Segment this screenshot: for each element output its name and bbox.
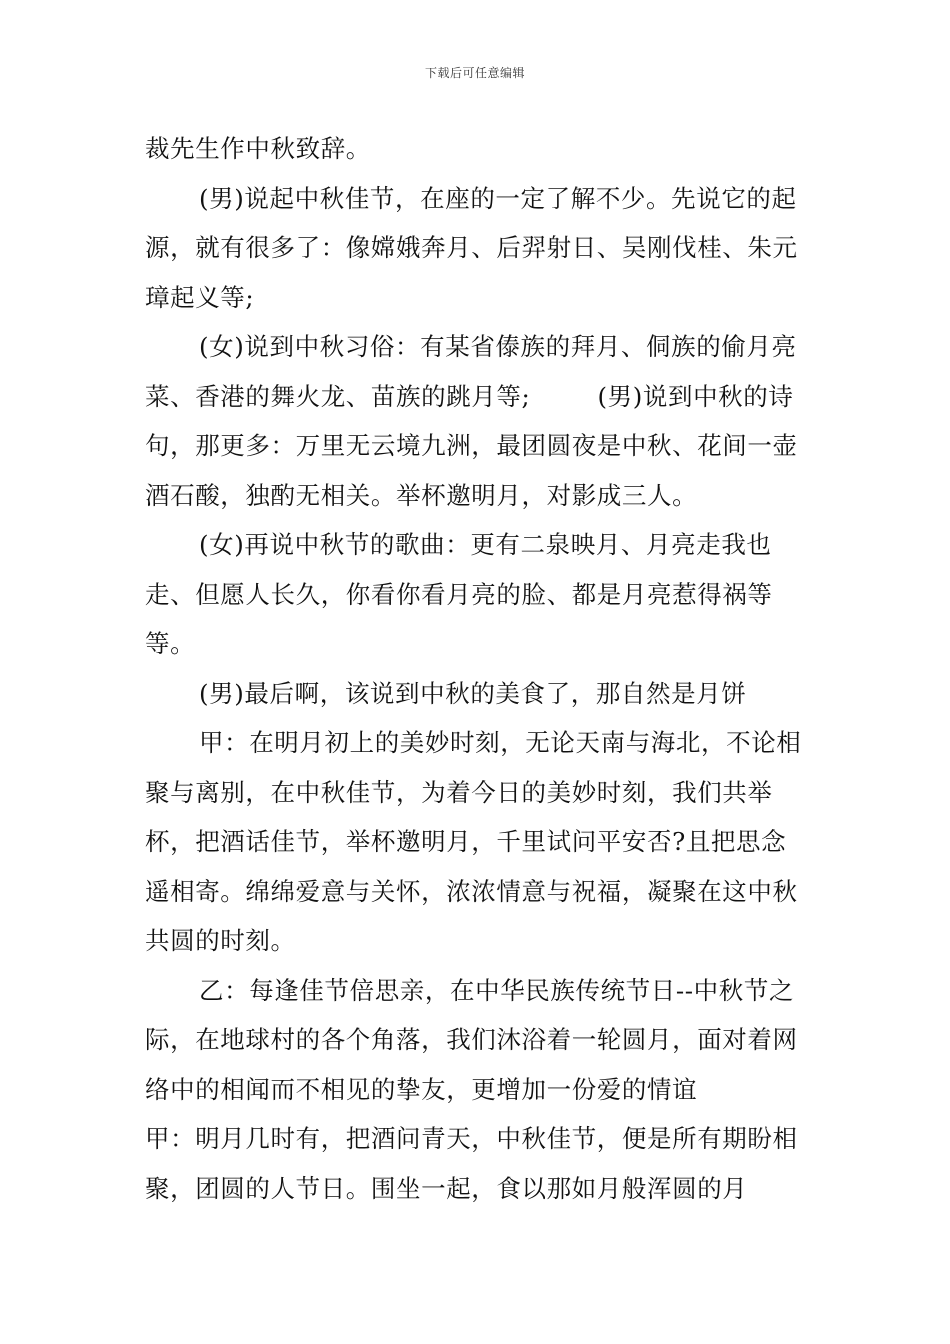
paragraph-5: (男)最后啊，该说到中秋的美食了，那自然是月饼 — [199, 678, 747, 708]
paragraph-7: 乙：每逢佳节倍思亲，在中华民族传统节日--中秋节之际，在地球村的各个角落，我们沐浴着一轮圆月，面对着网络中的相闻而不相见的挚友，更增加一份爱的情谊 — [145, 975, 798, 1104]
paragraph-4: (女)再说中秋节的歌曲：更有二泉映月、月亮走我也走、但愿人长久，你看你看月亮的脸、都是月亮惹得祸等等。 — [145, 530, 773, 658]
paragraph-3: (女)说到中秋习俗：有某省傣族的拜月、侗族的偷月亮菜、香港的舞火龙、苗族的跳月等; (男)说到中秋的诗句，那更多：万里无云境九洲，最团圆夜是中秋、花间一壶酒石酸，独酌无相关。举杯邀明月，对影成三人。 — [145, 332, 798, 510]
paragraph-1: 裁先生作中秋致辞。 — [145, 134, 371, 163]
document-body — [145, 124, 809, 1213]
paragraph-8: 甲：明月几时有，把酒问青天，中秋佳节，便是所有期盼相聚，团圆的人节日。围坐一起，食以那如月般浑圆的月 — [145, 1124, 798, 1203]
paragraph-2: (男)说起中秋佳节，在座的一定了解不少。先说它的起源，就有很多了：像嫦娥奔月、后羿射日、吴刚伐桂、朱元璋起义等; — [145, 183, 798, 312]
paragraph-6: 甲：在明月初上的美妙时刻，无论天南与海北，不论相聚与离别，在中秋佳节，为着今日的美妙时刻，我们共举杯，把酒话佳节，举杯邀明月，千里试问平安否?且把思念遥相寄。绵绵爱意与关怀，浓浓情意与祝福，凝聚在这中秋共圆的时刻。 — [145, 728, 802, 955]
page-header: 下载后可任意编辑 — [424, 66, 525, 80]
